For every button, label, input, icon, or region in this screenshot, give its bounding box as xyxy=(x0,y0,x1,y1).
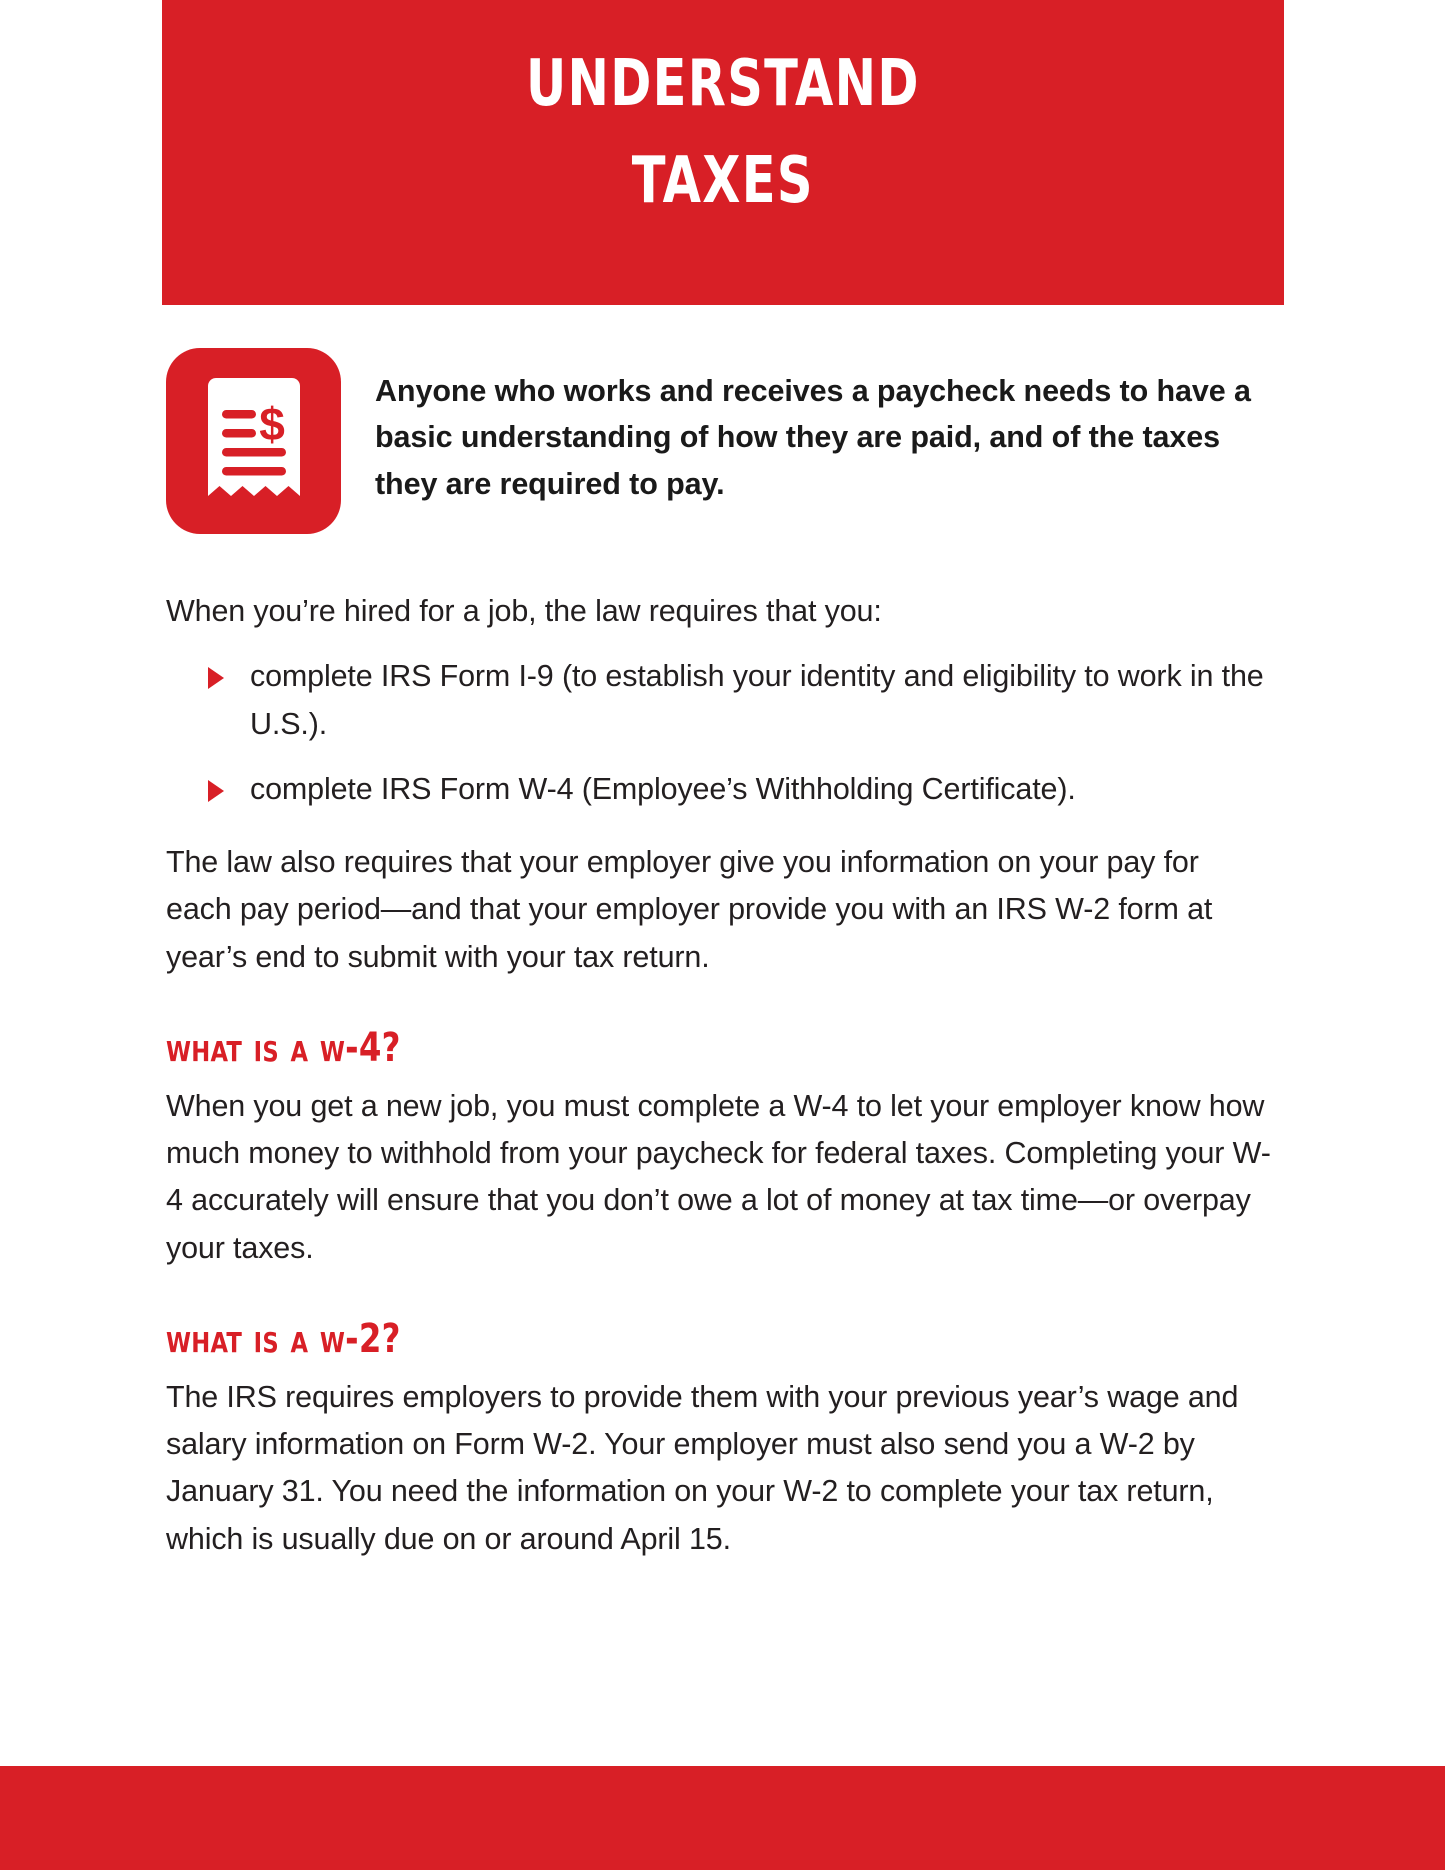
section-paragraph-w4: When you get a new job, you must complete a W-4 to let your employer know how much money to withhold from your paycheck for federal taxes. Completing your W-4 accurately will ensure that you don’t owe a lot of money at tax time—or overpay your taxes. xyxy=(166,1088,1271,1265)
triangle-bullet-icon xyxy=(208,780,224,802)
footer-bar xyxy=(0,1766,1445,1870)
requirements-list xyxy=(166,653,1271,813)
main-content xyxy=(166,348,1271,1589)
list-item xyxy=(206,653,1271,748)
page-title-line-1: understand xyxy=(526,20,920,127)
section-heading-w2: what is a w-2? xyxy=(166,1315,401,1362)
header-banner xyxy=(162,0,1284,305)
after-bullets-paragraph: The law also requires that your employer give you information on your pay for each pay period—and that your employer provide you with an IRS W-2 form at year’s end to submit with your tax return. xyxy=(166,845,1213,974)
list-item xyxy=(206,766,1271,813)
list-item-label: complete IRS Form I-9 (to establish your identity and eligibility to work in the U.S.). xyxy=(250,659,1264,741)
receipt-dollar-icon xyxy=(166,348,341,534)
page-title-line-2: taxes xyxy=(632,117,814,225)
section-paragraph-w2: The IRS requires employers to provide them with your previous year’s wage and salary information on Form W-2. Your employer must also send you a W-2 by January 31. You need the information on your W-2 to complete your tax return, which is usually due on or around April 15. xyxy=(166,1379,1239,1556)
section-heading-w4: what is a w-4? xyxy=(166,1024,401,1071)
lead-paragraph: When you’re hired for a job, the law requires that you: xyxy=(166,594,882,628)
triangle-bullet-icon xyxy=(208,667,224,689)
svg-text:$: $ xyxy=(258,398,285,450)
intro-text: Anyone who works and receives a paycheck needs to have a basic understanding of how they are paid, and of the taxes they are required to pay. xyxy=(375,374,1251,501)
list-item-label: complete IRS Form W-4 (Employee’s Withholding Certificate). xyxy=(250,771,1076,806)
intro-callout xyxy=(166,348,1271,534)
